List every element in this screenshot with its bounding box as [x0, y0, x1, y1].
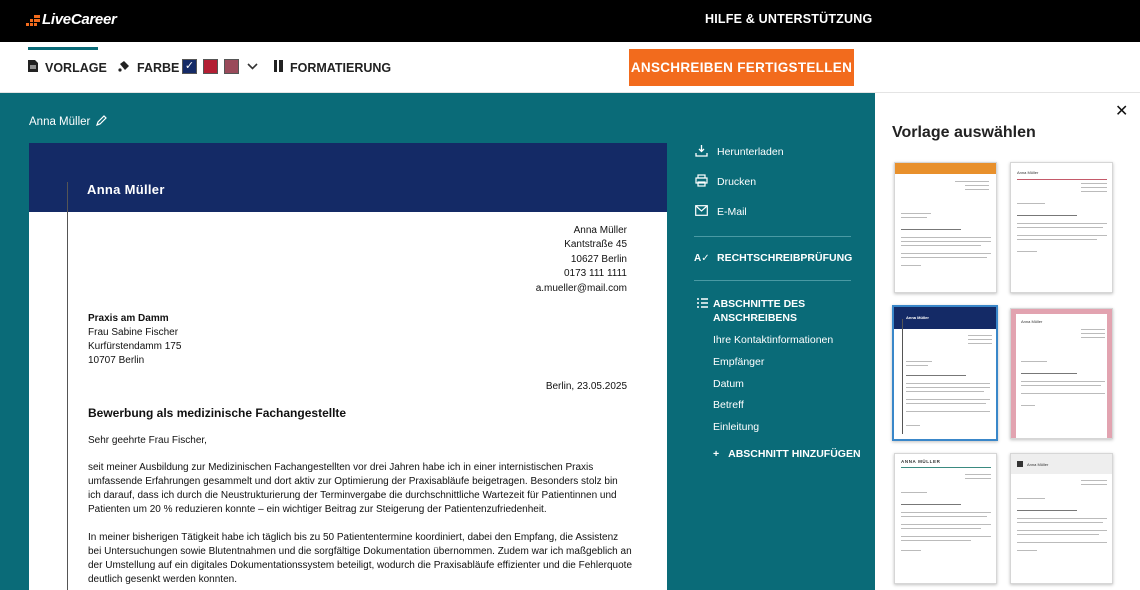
- sender-email: a.mueller@mail.com: [535, 282, 627, 294]
- color-swatch-mauve[interactable]: [224, 59, 239, 74]
- add-section-label: ABSCHNITT HINZUFÜGEN: [728, 448, 861, 460]
- finish-cover-letter-button[interactable]: ANSCHREIBEN FERTIGSTELLEN: [629, 49, 854, 86]
- template-thumbnail-4[interactable]: [1010, 308, 1113, 439]
- divider: [694, 280, 851, 281]
- printer-icon: [694, 174, 708, 190]
- logo[interactable]: [26, 11, 117, 28]
- thumb-name: Anna Müller: [1027, 462, 1049, 467]
- section-item[interactable]: Empfänger: [713, 356, 765, 368]
- section-item[interactable]: Datum: [713, 378, 744, 390]
- template-thumbnail-6[interactable]: [1010, 453, 1113, 584]
- letter-subject: Bewerbung als medizinische Fachangestellte: [88, 406, 347, 420]
- sender-city: 10627 Berlin: [570, 253, 627, 265]
- formatting-icon: [274, 60, 283, 75]
- recipient-city: 10707 Berlin: [88, 355, 145, 366]
- email-label: E-Mail: [717, 206, 747, 218]
- panel-title: Vorlage auswählen: [892, 124, 1036, 141]
- letter-paragraph: seit meiner Ausbildung zur Medizinischen Fachangestellten vor drei Jahren habe ich in einer internistischen Praxis umfassende Erfahrungen gesammelt und dort aktiv zur Optimierung der Praxisabläufe beigetragen. Besonders stolz bin ich darauf, dass ich durch die Neustrukturierung der Terminvergabe die durchschnittliche Wartezeit für Patientinnen und Patienten um 20 % reduzieren konnte – ein wichtiger Beitrag zur Steigerung der Patientenzufriedenheit.: [88, 462, 618, 515]
- letter-vertical-rule: [67, 182, 68, 590]
- letter-date: Berlin, 23.05.2025: [545, 381, 627, 392]
- letter-header-name: Anna Müller: [87, 182, 165, 197]
- section-item[interactable]: Einleitung: [713, 421, 760, 433]
- help-support-link[interactable]: HILFE & UNTERSTÜTZUNG: [705, 12, 873, 26]
- divider: [694, 236, 851, 237]
- section-item[interactable]: Ihre Kontaktinformationen: [713, 334, 834, 346]
- recipient-street: Kurfürstendamm 175: [88, 341, 182, 352]
- document-name-label: Anna Müller: [29, 115, 91, 128]
- editor-toolbar: [0, 42, 1140, 93]
- document-icon: [28, 60, 38, 75]
- recipient-company: Praxis am Damm: [88, 313, 169, 324]
- sender-block: [536, 224, 627, 296]
- spellcheck-button[interactable]: [694, 252, 852, 264]
- active-tab-indicator: [28, 47, 98, 50]
- plus-icon: +: [713, 448, 720, 460]
- template-thumbnail-3[interactable]: [892, 305, 998, 441]
- letter-preview[interactable]: [29, 143, 667, 590]
- letter-header-band: [29, 143, 667, 212]
- color-swatch-navy[interactable]: ✓: [182, 59, 197, 74]
- sender-street: Kantstraße 45: [564, 239, 627, 251]
- recipient-block: [88, 312, 181, 368]
- section-item[interactable]: Betreff: [713, 399, 744, 411]
- envelope-icon: [694, 205, 708, 219]
- document-name[interactable]: [29, 114, 108, 129]
- color-swatch-red[interactable]: [203, 59, 218, 74]
- brand-name: LiveCareer: [42, 11, 117, 28]
- print-button[interactable]: [694, 174, 756, 190]
- template-thumbnail-2[interactable]: [1010, 162, 1113, 293]
- thumb-name: ANNA MÜLLER: [901, 459, 941, 464]
- download-button[interactable]: [694, 144, 784, 160]
- email-button[interactable]: [694, 205, 747, 219]
- template-thumbnail-1[interactable]: [894, 162, 997, 293]
- chevron-down-icon[interactable]: [247, 60, 258, 74]
- thumb-name: Anna Müller: [1017, 170, 1039, 175]
- pencil-icon[interactable]: [96, 114, 108, 129]
- download-label: Herunterladen: [717, 146, 784, 158]
- sender-phone: 0173 111 1111: [563, 268, 627, 280]
- spellcheck-label: RECHTSCHREIBPRÜFUNG: [717, 252, 853, 264]
- add-section-button[interactable]: [713, 448, 861, 460]
- top-bar: [0, 0, 1140, 42]
- paint-bucket-icon: [118, 60, 130, 75]
- print-label: Drucken: [717, 176, 757, 188]
- tab-color[interactable]: [118, 42, 179, 93]
- close-icon[interactable]: ✕: [1115, 103, 1129, 120]
- list-icon: [697, 298, 708, 311]
- recipient-contact: Frau Sabine Fischer: [88, 327, 179, 338]
- download-icon: [694, 144, 708, 160]
- sections-title: ABSCHNITTE DES ANSCHREIBENS: [713, 298, 806, 324]
- thumb-name: Anna Müller: [1021, 319, 1043, 324]
- thumb-name: Anna Müller: [906, 315, 929, 320]
- logo-mark-icon: [26, 13, 40, 27]
- letter-paragraph: In meiner bisherigen Tätigkeit habe ich täglich bis zu 50 Patiententermine koordiniert, dabei den Empfang, die Assistenz bei Untersuchungen sowie Blutentnahmen und die sorgfältige Dokumentation übernommen. Zudem war ich maßgeblich an der Umstellung auf ein digitales Dokumentationssystem beteiligt, wodurch die Praxisabläufe effizienter und die Fehlerquote deutlich gesenkt werden konnten.: [88, 532, 633, 585]
- spellcheck-icon: A✓: [694, 252, 710, 264]
- tab-formatting[interactable]: [274, 42, 391, 93]
- letter-salutation: Sehr geehrte Frau Fischer,: [88, 435, 207, 446]
- sender-name: Anna Müller: [573, 225, 627, 236]
- tab-template-label: VORLAGE: [45, 60, 107, 75]
- tab-color-label: FARBE: [137, 60, 180, 75]
- tab-formatting-label: FORMATIERUNG: [290, 60, 392, 75]
- template-thumbnail-5[interactable]: [894, 453, 997, 584]
